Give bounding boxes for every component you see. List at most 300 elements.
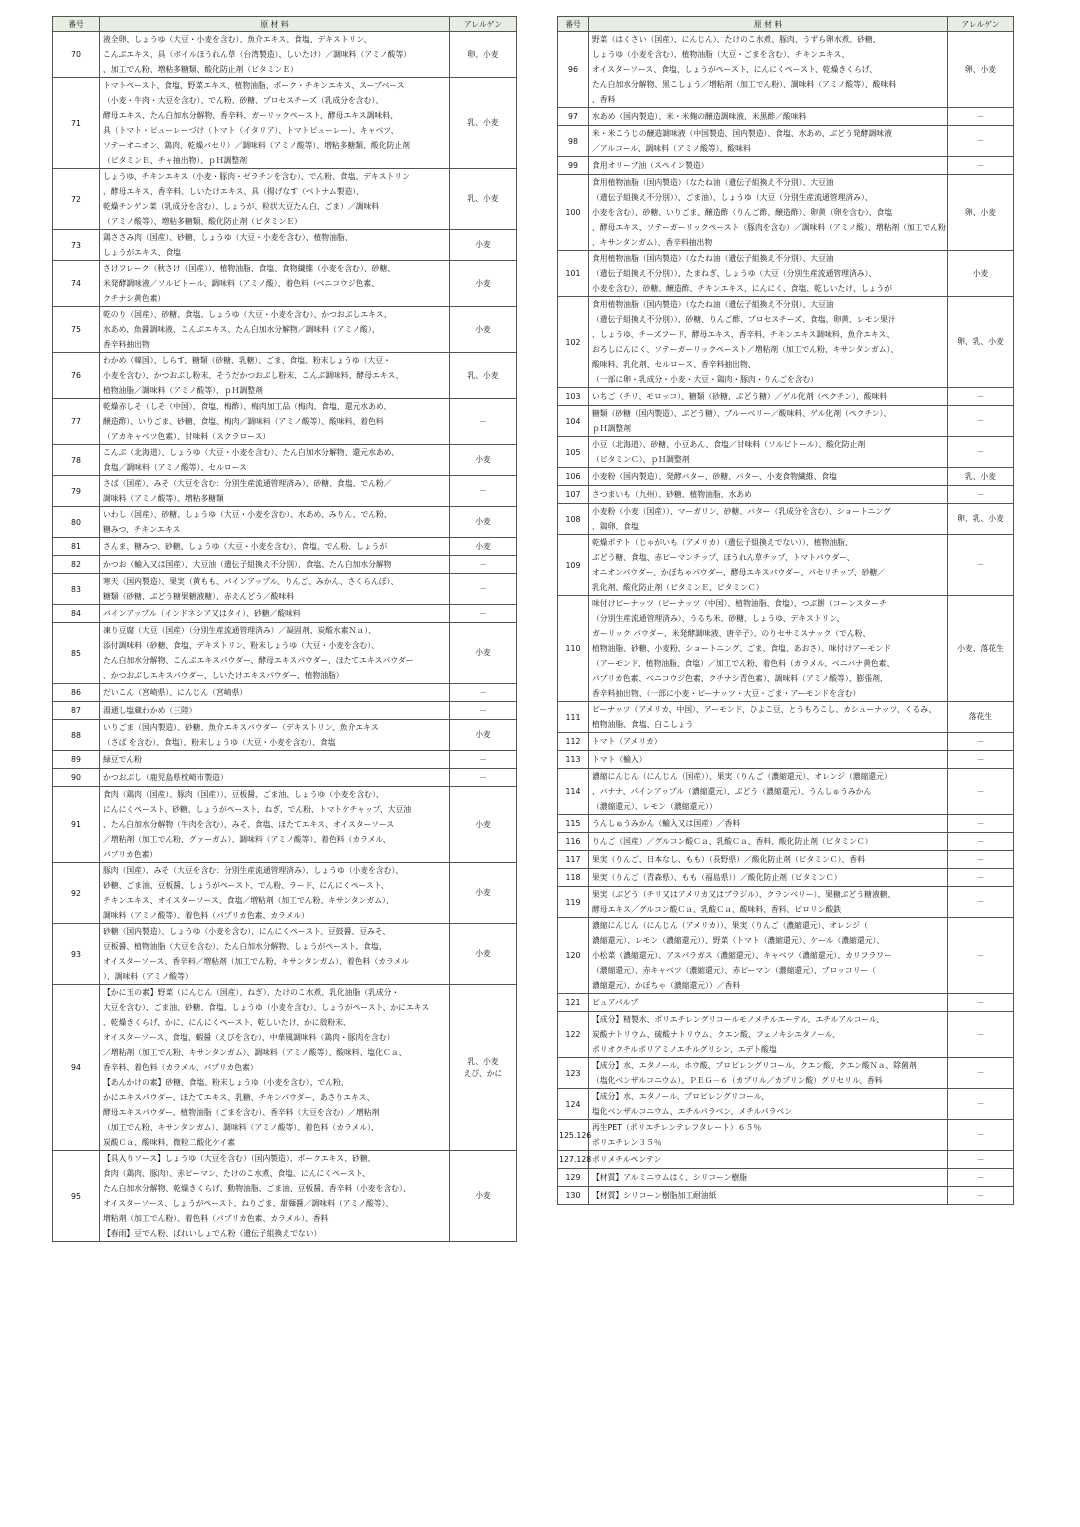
table-row — [53, 702, 517, 720]
ingredient-line: 植物油脂、食塩、白こしょう — [592, 720, 694, 729]
ingredient-line: たん白加水分解物、乾燥きくらげ、動物油脂、ごま油、豆板醤、香辛料（小麦を含む）、 — [103, 1184, 411, 1193]
allergen-value: 小麦 — [450, 720, 517, 751]
allergen-value: － — [948, 126, 1014, 157]
allergen-value: － — [948, 994, 1014, 1012]
ingredient-line: おろしにんにく、ソテーガーリックペースト／増粘剤（加工でん粉、キサンタンガム）、 — [592, 345, 899, 354]
table-header-row — [558, 17, 1014, 32]
ingredient-list — [589, 486, 948, 504]
ingredient-list — [100, 1151, 450, 1242]
ingredient-line: 増粘剤（加工でん粉）、着色料（パプリカ色素、カラメル）、香料 — [103, 1214, 329, 1223]
table-row — [558, 869, 1014, 887]
ingredient-list — [100, 353, 450, 399]
allergen-value: 小麦 — [450, 538, 517, 556]
item-number: 122 — [558, 1012, 589, 1058]
allergen-value: － — [948, 887, 1014, 918]
ingredient-list — [589, 1169, 948, 1187]
item-number: 98 — [558, 126, 589, 157]
ingredient-line: こんぶ（北海道）、しょうゆ（大豆・小麦を含む）、たん白加水分解物、還元水あめ、 — [103, 448, 399, 457]
allergen-value: － — [450, 605, 517, 623]
item-number: 74 — [53, 261, 100, 307]
ingredient-line: 砂糖、ごま油、豆板醤、しょうがペースト、でん粉、ラード、にんにくペースト、 — [103, 881, 389, 890]
allergen-value: － — [948, 851, 1014, 869]
item-number: 120 — [558, 918, 589, 994]
item-number: 76 — [53, 353, 100, 399]
allergen-value: － — [948, 833, 1014, 851]
item-number: 104 — [558, 406, 589, 437]
item-number: 70 — [53, 32, 100, 78]
item-number: 115 — [558, 815, 589, 833]
ingredient-line: 乾燥ポテト（じゃがいも（アメリカ）（遺伝子組換えでない））、植物油脂、 — [592, 538, 853, 547]
allergen-value: 乳、小麦 — [450, 78, 517, 169]
ingredient-line: 酵母エキスパウダー、植物油脂（ごまを含む）、香辛料（大豆を含む）／増粘剤 — [103, 1108, 380, 1117]
item-number: 86 — [53, 684, 100, 702]
table-row — [53, 720, 517, 751]
allergen-value: 卵、小麦 — [450, 32, 517, 78]
allergen-value: － — [948, 157, 1014, 175]
ingredient-line: （一部に卵・乳成分・小麦・大豆・鶏肉・豚肉・りんごを含む） — [592, 375, 819, 384]
ingredient-line: 、かつおぶしエキスパウダー、しいたけエキスパウダー、植物油脂） — [103, 671, 344, 680]
ingredient-line: りんご（国産）／グルコン酸Ｃａ、乳酸Ｃａ、香料、酸化防止剤（ビタミンＣ） — [592, 837, 873, 846]
item-number: 100 — [558, 175, 589, 251]
ingredient-line: 糖類（砂糖（国内製造）、ぶどう糖）、ブルーベリー／酸味料、ゲル化剤（ペクチン）、 — [592, 409, 892, 418]
table-row — [558, 1089, 1014, 1120]
ingredient-line: 植物油脂、砂糖、小麦粉、ショートニング、ごま、食塩、あおさ）、味付けアーモンド — [592, 644, 892, 653]
item-number: 119 — [558, 887, 589, 918]
ingredient-list — [589, 918, 948, 994]
table-row — [558, 468, 1014, 486]
ingredient-list — [589, 157, 948, 175]
allergen-value: － — [948, 815, 1014, 833]
allergen-value: 卵、乳、小麦 — [948, 504, 1014, 535]
ingredient-line: 【材質】アルミニウムはく、シリコーン樹脂 — [592, 1173, 748, 1182]
ingredient-list — [100, 307, 450, 353]
allergen-value: 小麦 — [948, 251, 1014, 297]
item-number: 95 — [53, 1151, 100, 1242]
ingredient-list — [589, 833, 948, 851]
item-number: 103 — [558, 388, 589, 406]
ingredient-line: ピーナッツ（アメリカ、中国）、アーモンド、ひよこ豆、とうもろこし、カシューナッツ、くるみ、 — [592, 705, 937, 714]
table-row — [53, 623, 517, 684]
table-row — [53, 476, 517, 507]
item-number: 130 — [558, 1187, 589, 1205]
table-row — [53, 924, 517, 985]
ingredient-line: 、たん白加水分解物（牛肉を含む）、みそ、食塩、ほたてエキス、オイスターソース — [103, 820, 395, 829]
ingredient-line: だいこん（宮崎県）、にんじん（宮崎県） — [103, 688, 248, 697]
allergen-value: 小麦 — [450, 1151, 517, 1242]
ingredient-line: 、香料 — [592, 95, 616, 104]
ingredient-line: 醸造酢）、いりごま、砂糖、食塩、梅肉／調味料（アミノ酸等）、酸味料、着色料 — [103, 417, 384, 426]
item-number: 88 — [53, 720, 100, 751]
item-number: 90 — [53, 769, 100, 787]
allergen-value: 乳、小麦 — [450, 169, 517, 230]
table-row — [558, 251, 1014, 297]
item-number: 91 — [53, 787, 100, 863]
ingredient-line: 小麦粉（国内製造）、発酵バター、砂糖、バター、小麦食物繊維、食塩 — [592, 472, 837, 481]
allergen-value: － — [948, 1120, 1014, 1151]
allergen-value: 小麦 — [450, 863, 517, 924]
ingredient-list — [589, 535, 948, 596]
item-number: 129 — [558, 1169, 589, 1187]
allergen-value: 小麦 — [450, 924, 517, 985]
allergen-value: － — [450, 751, 517, 769]
item-number: 92 — [53, 863, 100, 924]
item-number: 118 — [558, 869, 589, 887]
ingredient-list — [100, 863, 450, 924]
ingredient-line: 酸味料、乳化剤、セルロース、香辛料抽出物、 — [592, 360, 756, 369]
ingredient-line: （アカキャベツ色素）、甘味料（スクラロース） — [103, 432, 271, 441]
ingredient-line: 豆板醤、植物油脂（大豆を含む）、たん白加水分解物、しょうがペースト、食塩、 — [103, 942, 387, 951]
ingredient-line: しょうゆ（小麦を含む）、植物油脂（大豆・ごまを含む）、チキンエキス、 — [592, 50, 850, 59]
table-row — [558, 833, 1014, 851]
ingredient-line: いちご（チリ、モロッコ）、糖類（砂糖、ぶどう糖）／ゲル化剤（ペクチン）、酸味料 — [592, 392, 888, 401]
ingredient-line: 【かに玉の素】野菜（にんじん（国産）、ねぎ）、たけのこ水煮、乳化油脂（乳成分・ — [103, 988, 400, 997]
allergen-value: － — [450, 574, 517, 605]
ingredient-line: 湯通し塩蔵わかめ（三陸） — [103, 706, 197, 715]
ingredient-list — [589, 126, 948, 157]
item-number: 102 — [558, 297, 589, 388]
ingredient-line: オイスターソース、しょうがペースト、ねりごま、甜麺醤／調味料（アミノ酸等）、 — [103, 1199, 394, 1208]
ingredient-line: 香辛料抽出物、（一部に小麦・ピーナッツ・大豆・ごま・アーモンドを含む） — [592, 689, 861, 698]
item-number: 111 — [558, 702, 589, 733]
ingredient-line: ポリオクチルポリアミノエチルグリシン、エデト酸塩 — [592, 1045, 777, 1054]
ingredient-list — [589, 1151, 948, 1169]
ingredient-line: さんま、糖みつ、砂糖、しょうゆ（大豆・小麦を含む）、食塩、でん粉、しょうが — [103, 542, 388, 551]
allergen-value: － — [948, 1012, 1014, 1058]
ingredient-line: ／増粘剤（加工でん粉、キサンタンガム）、調味料（アミノ酸等）、酸味料、塩化Ｃａ、 — [103, 1048, 407, 1057]
ingredient-list — [589, 297, 948, 388]
header-no: 番号 — [53, 17, 100, 32]
ingredient-line: トマトペースト、食塩、野菜エキス、植物油脂、ポーク・チキンエキス、スープベース — [103, 81, 405, 90]
ingredient-line: 食用オリーブ油（スペイン製造） — [592, 161, 709, 170]
ingredient-line: こんぶエキス、具（ボイルほうれん草（台湾製造）、しいたけ）／調味料（アミノ酸等） — [103, 50, 412, 59]
allergen-value: － — [450, 702, 517, 720]
allergen-value: － — [450, 684, 517, 702]
item-number: 72 — [53, 169, 100, 230]
item-number: 78 — [53, 445, 100, 476]
item-number: 107 — [558, 486, 589, 504]
allergen-value: － — [948, 869, 1014, 887]
table-row — [53, 863, 517, 924]
header-allergen: アレルゲン — [450, 17, 517, 32]
ingredient-line: 緑豆でん粉 — [103, 755, 142, 764]
ingredient-line: クチナシ黄色素） — [103, 294, 166, 303]
ingredient-line: 濃縮にんじん（にんじん（国産））、果実（りんご（濃縮還元）、オレンジ（濃縮還元） — [592, 772, 892, 781]
allergen-value: 乳、小麦 — [450, 353, 517, 399]
ingredient-line: 乾燥チンゲン菜（乳成分を含む）、しょうが、粒状大豆たん白、ごま）／調味料 — [103, 202, 380, 211]
table-row — [558, 751, 1014, 769]
item-number: 105 — [558, 437, 589, 468]
ingredient-line: 水あめ（国内製造）、米・米麹の醸造調味液、米黒酢／酸味料 — [592, 112, 807, 121]
ingredient-line: 香辛料、着色料（カラメル、パプリカ色素） — [103, 1063, 258, 1072]
table-row — [558, 406, 1014, 437]
ingredient-line: 鶏ささみ肉（国産）、砂糖、しょうゆ（大豆・小麦を含む）、植物油脂、 — [103, 233, 353, 242]
item-number: 82 — [53, 556, 100, 574]
ingredient-line: （アミノ酸等）、増粘多糖類、酸化防止剤（ビタミンＥ） — [103, 217, 302, 226]
table-row — [558, 126, 1014, 157]
ingredient-list — [589, 596, 948, 702]
item-number: 108 — [558, 504, 589, 535]
item-number: 127.128 — [558, 1151, 589, 1169]
ingredient-line: 食用植物油脂（国内製造）（なたね油（遺伝子組換え不分別）、大豆油 — [592, 178, 834, 187]
ingredient-list — [589, 769, 948, 815]
item-number: 110 — [558, 596, 589, 702]
header-no: 番号 — [558, 17, 589, 32]
header-allergen: アレルゲン — [948, 17, 1014, 32]
table-row — [558, 437, 1014, 468]
table-row — [53, 230, 517, 261]
allergen-value: 小麦、落花生 — [948, 596, 1014, 702]
ingredient-line: 調味料（アミノ酸等）、増粘多糖類 — [103, 494, 224, 503]
item-number: 117 — [558, 851, 589, 869]
ingredient-line: 糖類（砂糖、ぶどう糖果糖液糖）、赤えんどう／酸味料 — [103, 592, 295, 601]
ingredient-line: 、乾燥きくらげ、かに、にんにくペースト、乾しいたけ、かに殻粉末、 — [103, 1018, 351, 1027]
table-row — [558, 486, 1014, 504]
ingredient-line: ）、調味料（アミノ酸等） — [103, 972, 193, 981]
ingredient-line: ／増粘剤（加工でん粉、グァーガム）、調味料（アミノ酸等）、着色料（カラメル、 — [103, 835, 391, 844]
ingredient-list — [589, 437, 948, 468]
ingredient-line: わかめ（韓国）、しらす、糖類（砂糖、乳糖）、ごま、食塩、粉末しょうゆ（大豆・ — [103, 356, 391, 365]
ingredient-line: （分別生産流通管理済み）、うるち米、砂糖、しょうゆ、デキストリン、 — [592, 614, 845, 623]
ingredient-line: 【材質】シリコーン樹脂加工耐油紙 — [592, 1191, 717, 1200]
ingredient-line: 水あめ、魚醤調味液、こんぶエキス、たん白加水分解物／調味料（アミノ酸）、 — [103, 325, 380, 334]
allergen-value: － — [948, 486, 1014, 504]
ingredient-list — [589, 108, 948, 126]
ingredient-line: オイスターソース、香辛料／増粘剤（加工でん粉、キサンタンガム）、着色料（カラメル — [103, 957, 410, 966]
ingredient-line: 豚肉（国産）、みそ（大豆を含む：分別生産流通管理済み）、しょうゆ（小麦を含む）、 — [103, 866, 404, 875]
ingredient-line: 乾燥赤しそ（しそ（中国）、食塩、梅酢）、梅肉加工品（梅肉、食塩、還元水あめ、 — [103, 402, 392, 411]
table-row — [53, 1151, 517, 1242]
ingredient-line: 酵母エキス、たん白加水分解物、香辛料、ガーリックペースト、酵母エキス調味料、 — [103, 111, 398, 120]
ingredient-line: （遺伝子組換え不分別））、砂糖、りんご酢、プロセスチーズ、食塩、卵黄、レモン果汁 — [592, 315, 896, 324]
allergen-value: 小麦 — [450, 787, 517, 863]
allergen-value: － — [948, 1058, 1014, 1089]
table-row — [558, 596, 1014, 702]
ingredient-list — [589, 702, 948, 733]
ingredient-line: トマト（アメリカ） — [592, 737, 662, 746]
ingredient-line: 食用植物油脂（国内製造）（なたね油（遺伝子組換え不分別）、大豆油 — [592, 300, 834, 309]
ingredient-line: 、鶏卵、食塩 — [592, 522, 639, 531]
ingredient-line: 調味料（アミノ酸等）、着色料（パプリカ色素、カラメル） — [103, 911, 309, 920]
ingredient-line: 塩化ベンザルコニウム、エチルパラベン、メチルパラベン — [592, 1107, 792, 1116]
ingredient-line: 寒天（国内製造）、果実（黄もも、パインアップル、りんご、みかん、さくらんぼ）、 — [103, 577, 399, 586]
ingredient-line: 食塩／調味料（アミノ酸等）、セルロース — [103, 463, 247, 472]
ingredient-line: 砂糖（国内製造）、しょうゆ（小麦を含む）、にんにくペースト、豆鼓醤、豆みそ、 — [103, 927, 391, 936]
ingredient-line: 、酵母エキス、ソテーガーリックペースト（豚肉を含む）／調味料（アミノ酸）、増粘剤（加工でん粉 — [592, 223, 946, 232]
ingredient-line: 植物油脂／調味料（アミノ酸等）、ｐＨ調整剤 — [103, 386, 263, 395]
item-number: 71 — [53, 78, 100, 169]
table-row — [558, 297, 1014, 388]
item-number: 125.126 — [558, 1120, 589, 1151]
ingredient-list — [589, 887, 948, 918]
allergen-value: 乳、小麦 えび、かに — [450, 985, 517, 1151]
ingredient-line: （アーモンド、植物油脂、食塩）／加工でん粉、着色料（カラメル、ベニバナ黄色素、 — [592, 659, 895, 668]
ingredient-list — [100, 623, 450, 684]
table-row — [53, 261, 517, 307]
ingredient-line: 香辛料抽出物 — [103, 340, 150, 349]
ingredient-line: 具（トマト・ピューレーづけ（トマト（イタリア）、トマトピューレー）、キャベツ、 — [103, 126, 399, 135]
allergen-value: 小麦 — [450, 623, 517, 684]
ingredient-list — [589, 851, 948, 869]
item-number: 93 — [53, 924, 100, 985]
ingredient-line: パプリカ色素） — [103, 850, 158, 859]
ingredient-line: 味付けピーナッツ（ピーナッツ（中国）、植物油脂、食塩）、つぶ餅（コーンスターチ — [592, 599, 887, 608]
allergen-value: － — [450, 476, 517, 507]
ingredient-line: 小松菜（濃縮還元）、アスパラガス（濃縮還元）、キャベツ（濃縮還元）、カリフラワー — [592, 951, 892, 960]
ingredient-line: パインアップル（インドネシア又はタイ）、砂糖／酸味料 — [103, 609, 301, 618]
table-row — [53, 399, 517, 445]
ingredient-line: 添付調味料（砂糖、食塩、デキストリン、粉末しょうゆ（大豆・小麦を含む）、 — [103, 641, 380, 650]
ingredient-list — [589, 1187, 948, 1205]
table-header-row — [53, 17, 517, 32]
table-row — [558, 769, 1014, 815]
ingredient-list — [589, 32, 948, 108]
allergen-value: 小麦 — [450, 230, 517, 261]
table-row — [558, 918, 1014, 994]
item-number: 114 — [558, 769, 589, 815]
ingredient-list — [589, 175, 948, 251]
allergen-value: － — [948, 1169, 1014, 1187]
table-row — [558, 1058, 1014, 1089]
ingredient-line: 小麦を含む）、かつおぶし粉末、そうだかつおぶし粉末、こんぶ調味料、酵母エキス、 — [103, 371, 404, 380]
ingredient-line: チキンエキス、オイスターソース、食塩／増粘剤（加工でん粉、キサンタンガム）、 — [103, 896, 394, 905]
ingredient-line: ポリメチルペンテン — [592, 1155, 662, 1164]
table-row — [53, 353, 517, 399]
ingredient-line: たん白加水分解物、こんぶエキスパウダー、酵母エキスパウダー、ほたてエキスパウダー — [103, 656, 414, 665]
table-row — [53, 605, 517, 623]
ingredient-list — [100, 702, 450, 720]
ingredient-line: オイスターソース、食塩、蝦醤（えびを含む）、中華風調味料（鶏肉・豚肉を含む） — [103, 1033, 395, 1042]
ingredient-line: 【成分】水、エタノール、ホウ酸、プロピレングリコール、クエン酸、クエン酸Ｎａ、除菌剤 — [592, 1061, 917, 1070]
ingredient-list — [100, 556, 450, 574]
ingredient-line: 【あんかけの素】砂糖、食塩、粉末しょうゆ（小麦を含む）、でん粉、 — [103, 1078, 349, 1087]
table-row — [53, 538, 517, 556]
ingredient-line: にんにくペースト、砂糖、しょうがペースト、ねぎ、でん粉、トマトケチャップ、大豆油 — [103, 805, 412, 814]
ingredient-line: オイスターソース、食塩、しょうがペースト、にんにくペースト、乾燥きくらげ、 — [592, 65, 878, 74]
ingredient-line: 、しょうゆ、チーズフード、酵母エキス、香辛料、チキンエキス調味料、魚介エキス、 — [592, 330, 895, 339]
ingredient-list — [100, 32, 450, 78]
ingredient-line: 大豆を含む）、ごま油、砂糖、食塩、しょうゆ（小麦を含む）、しょうがペースト、かにエキス — [103, 1003, 430, 1012]
ingredient-list — [589, 251, 948, 297]
ingredient-line: （小麦・牛肉・大豆を含む）、でん粉、砂糖、プロセスチーズ（乳成分を含む）、 — [103, 96, 384, 105]
ingredients-table-left — [52, 16, 517, 1242]
ingredient-line: 、加工でん粉、増粘多糖類、酸化防止剤（ビタミンＥ） — [103, 65, 298, 74]
ingredient-list — [589, 751, 948, 769]
ingredient-line: いりごま（国内製造）、砂糖、魚介エキスパウダー（デキストリン、魚介エキス — [103, 723, 379, 732]
table-row — [53, 985, 517, 1151]
ingredient-list — [589, 468, 948, 486]
header-materials: 原 材 料 — [100, 17, 450, 32]
header-materials: 原 材 料 — [589, 17, 948, 32]
ingredient-line: 糖みつ、チキンエキス — [103, 525, 181, 534]
allergen-value: － — [948, 108, 1014, 126]
ingredient-line: パプリカ色素、ベニコウジ色素、クチナシ青色素）、調味料（アミノ酸等）、膨張剤、 — [592, 674, 888, 683]
ingredient-line: 凍り豆腐（大豆（国産）（分別生産流通管理済み）／凝固剤、炭酸水素Ｎａ）、 — [103, 626, 376, 635]
item-number: 124 — [558, 1089, 589, 1120]
ingredient-line: 【成分】精製水、ポリエチレングリコールモノメチルエーテル、エチルアルコール、 — [592, 1015, 885, 1024]
ingredient-line: 【具入りソース】しょうゆ（大豆を含む）（国内製造）、ポークエキス、砂糖、 — [103, 1154, 376, 1163]
table-row — [558, 887, 1014, 918]
allergen-value: － — [948, 535, 1014, 596]
table-row — [53, 684, 517, 702]
ingredient-list — [100, 574, 450, 605]
table-row — [53, 445, 517, 476]
ingredient-list — [100, 787, 450, 863]
allergen-value: － — [948, 406, 1014, 437]
table-body-right — [558, 32, 1014, 1205]
ingredient-line: ぶどう糖、食塩、赤ピーマンチップ、ほうれん草チップ、トマトパウダー、 — [592, 553, 855, 562]
item-number: 79 — [53, 476, 100, 507]
ingredient-list — [100, 769, 450, 787]
ingredient-list — [100, 261, 450, 307]
allergen-value: 落花生 — [948, 702, 1014, 733]
ingredient-line: さけフレーク（秋さけ（国産））、植物油脂、食塩、食物繊維（小麦を含む）、砂糖、 — [103, 264, 396, 273]
ingredient-line: （ビタミンＥ、チャ抽出物）、ｐＨ調整剤 — [103, 156, 248, 165]
ingredient-line: （遺伝子組換え不分別））、ごま油）、しょうゆ（大豆（分別生産流通管理済み）、 — [592, 193, 873, 202]
item-number: 89 — [53, 751, 100, 769]
ingredient-line: （ビタミンＣ）、ｐＨ調整剤 — [592, 455, 690, 464]
item-number: 87 — [53, 702, 100, 720]
ingredient-line: 果実（りんご（青森県）、もも（福島県））／酸化防止剤（ビタミンＣ） — [592, 873, 842, 882]
ingredient-list — [100, 507, 450, 538]
ingredient-list — [589, 994, 948, 1012]
allergen-value: － — [450, 556, 517, 574]
table-row — [558, 1169, 1014, 1187]
ingredient-line: 、酵母エキス、香辛料、しいたけエキス、具（揚げなす（ベトナム製造）、 — [103, 187, 364, 196]
allergen-value: 卵、小麦 — [948, 175, 1014, 251]
item-number: 83 — [53, 574, 100, 605]
ingredient-list — [100, 230, 450, 261]
item-number: 116 — [558, 833, 589, 851]
item-number: 123 — [558, 1058, 589, 1089]
ingredient-line: 濃縮還元）、かぼちゃ（濃縮還元））／香料 — [592, 981, 741, 990]
ingredient-line: 野菜（はくさい（国産）、にんじん）、たけのこ水煮、豚肉、うずら卵水煮、砂糖、 — [592, 35, 881, 44]
ingredient-line: 小麦を含む）、砂糖、いりごま、醸造酢（りんご酢、醸造酢）、卵黄（卵を含む）、食塩 — [592, 208, 893, 217]
table-row — [53, 307, 517, 353]
table-row — [53, 574, 517, 605]
ingredient-line: 【春雨】豆でん粉、ばれいしょでん粉（遺伝子組換えでない） — [103, 1229, 322, 1238]
table-row — [558, 535, 1014, 596]
table-row — [558, 1120, 1014, 1151]
ingredient-line: 米・米こうじの醸造調味液（中国製造、国内製造）、食塩、水あめ、ぶどう発酵調味液 — [592, 129, 892, 138]
item-number: 85 — [53, 623, 100, 684]
table-row — [53, 556, 517, 574]
allergen-value: － — [948, 751, 1014, 769]
ingredient-list — [100, 924, 450, 985]
allergen-value: 小麦 — [450, 445, 517, 476]
ingredient-line: （濃縮還元）、レモン（濃縮還元）） — [592, 802, 717, 811]
ingredient-list — [589, 733, 948, 751]
item-number: 109 — [558, 535, 589, 596]
ingredients-table-right — [557, 16, 1014, 1205]
ingredient-line: さつまいも（九州）、砂糖、植物油脂、水あめ — [592, 490, 752, 499]
ingredient-line: ピュアパルプ — [592, 998, 639, 1007]
ingredient-list — [100, 78, 450, 169]
ingredient-line: ソテーオニオン、鶏肉、乾燥パセリ）／調味料（アミノ酸等）、増粘多糖類、酸化防止剤 — [103, 141, 410, 150]
ingredient-line: 食肉（鶏肉（国産）、豚肉（国産））、豆板醤、ごま油、しょうゆ（小麦を含む）、 — [103, 790, 384, 799]
allergen-value: － — [948, 1089, 1014, 1120]
ingredient-line: 果実（りんご、日本なし、もも）（長野県）／酸化防止剤（ビタミンＣ）、香料 — [592, 855, 865, 864]
ingredient-line: 小豆（北海道）、砂糖、小豆あん、食塩／甘味料（ソルビトール）、酸化防止剤 — [592, 440, 866, 449]
ingredient-list — [100, 445, 450, 476]
item-number: 80 — [53, 507, 100, 538]
ingredient-line: しょうがエキス、食塩 — [103, 248, 182, 257]
item-number: 97 — [558, 108, 589, 126]
ingredient-line: 乳化剤、酸化防止剤（ビタミンＥ、ビタミンＣ） — [592, 583, 764, 592]
ingredient-line: かにエキスパウダー、ほたてエキス、乳糖、チキンパウダー、あさりエキス、 — [103, 1093, 375, 1102]
ingredient-line: ｐＨ調整剤 — [592, 424, 631, 433]
ingredient-line: 食肉（鶏肉、豚肉）、赤ピーマン、たけのこ水煮、食塩、にんにくペースト、 — [103, 1169, 370, 1178]
item-number: 94 — [53, 985, 100, 1151]
